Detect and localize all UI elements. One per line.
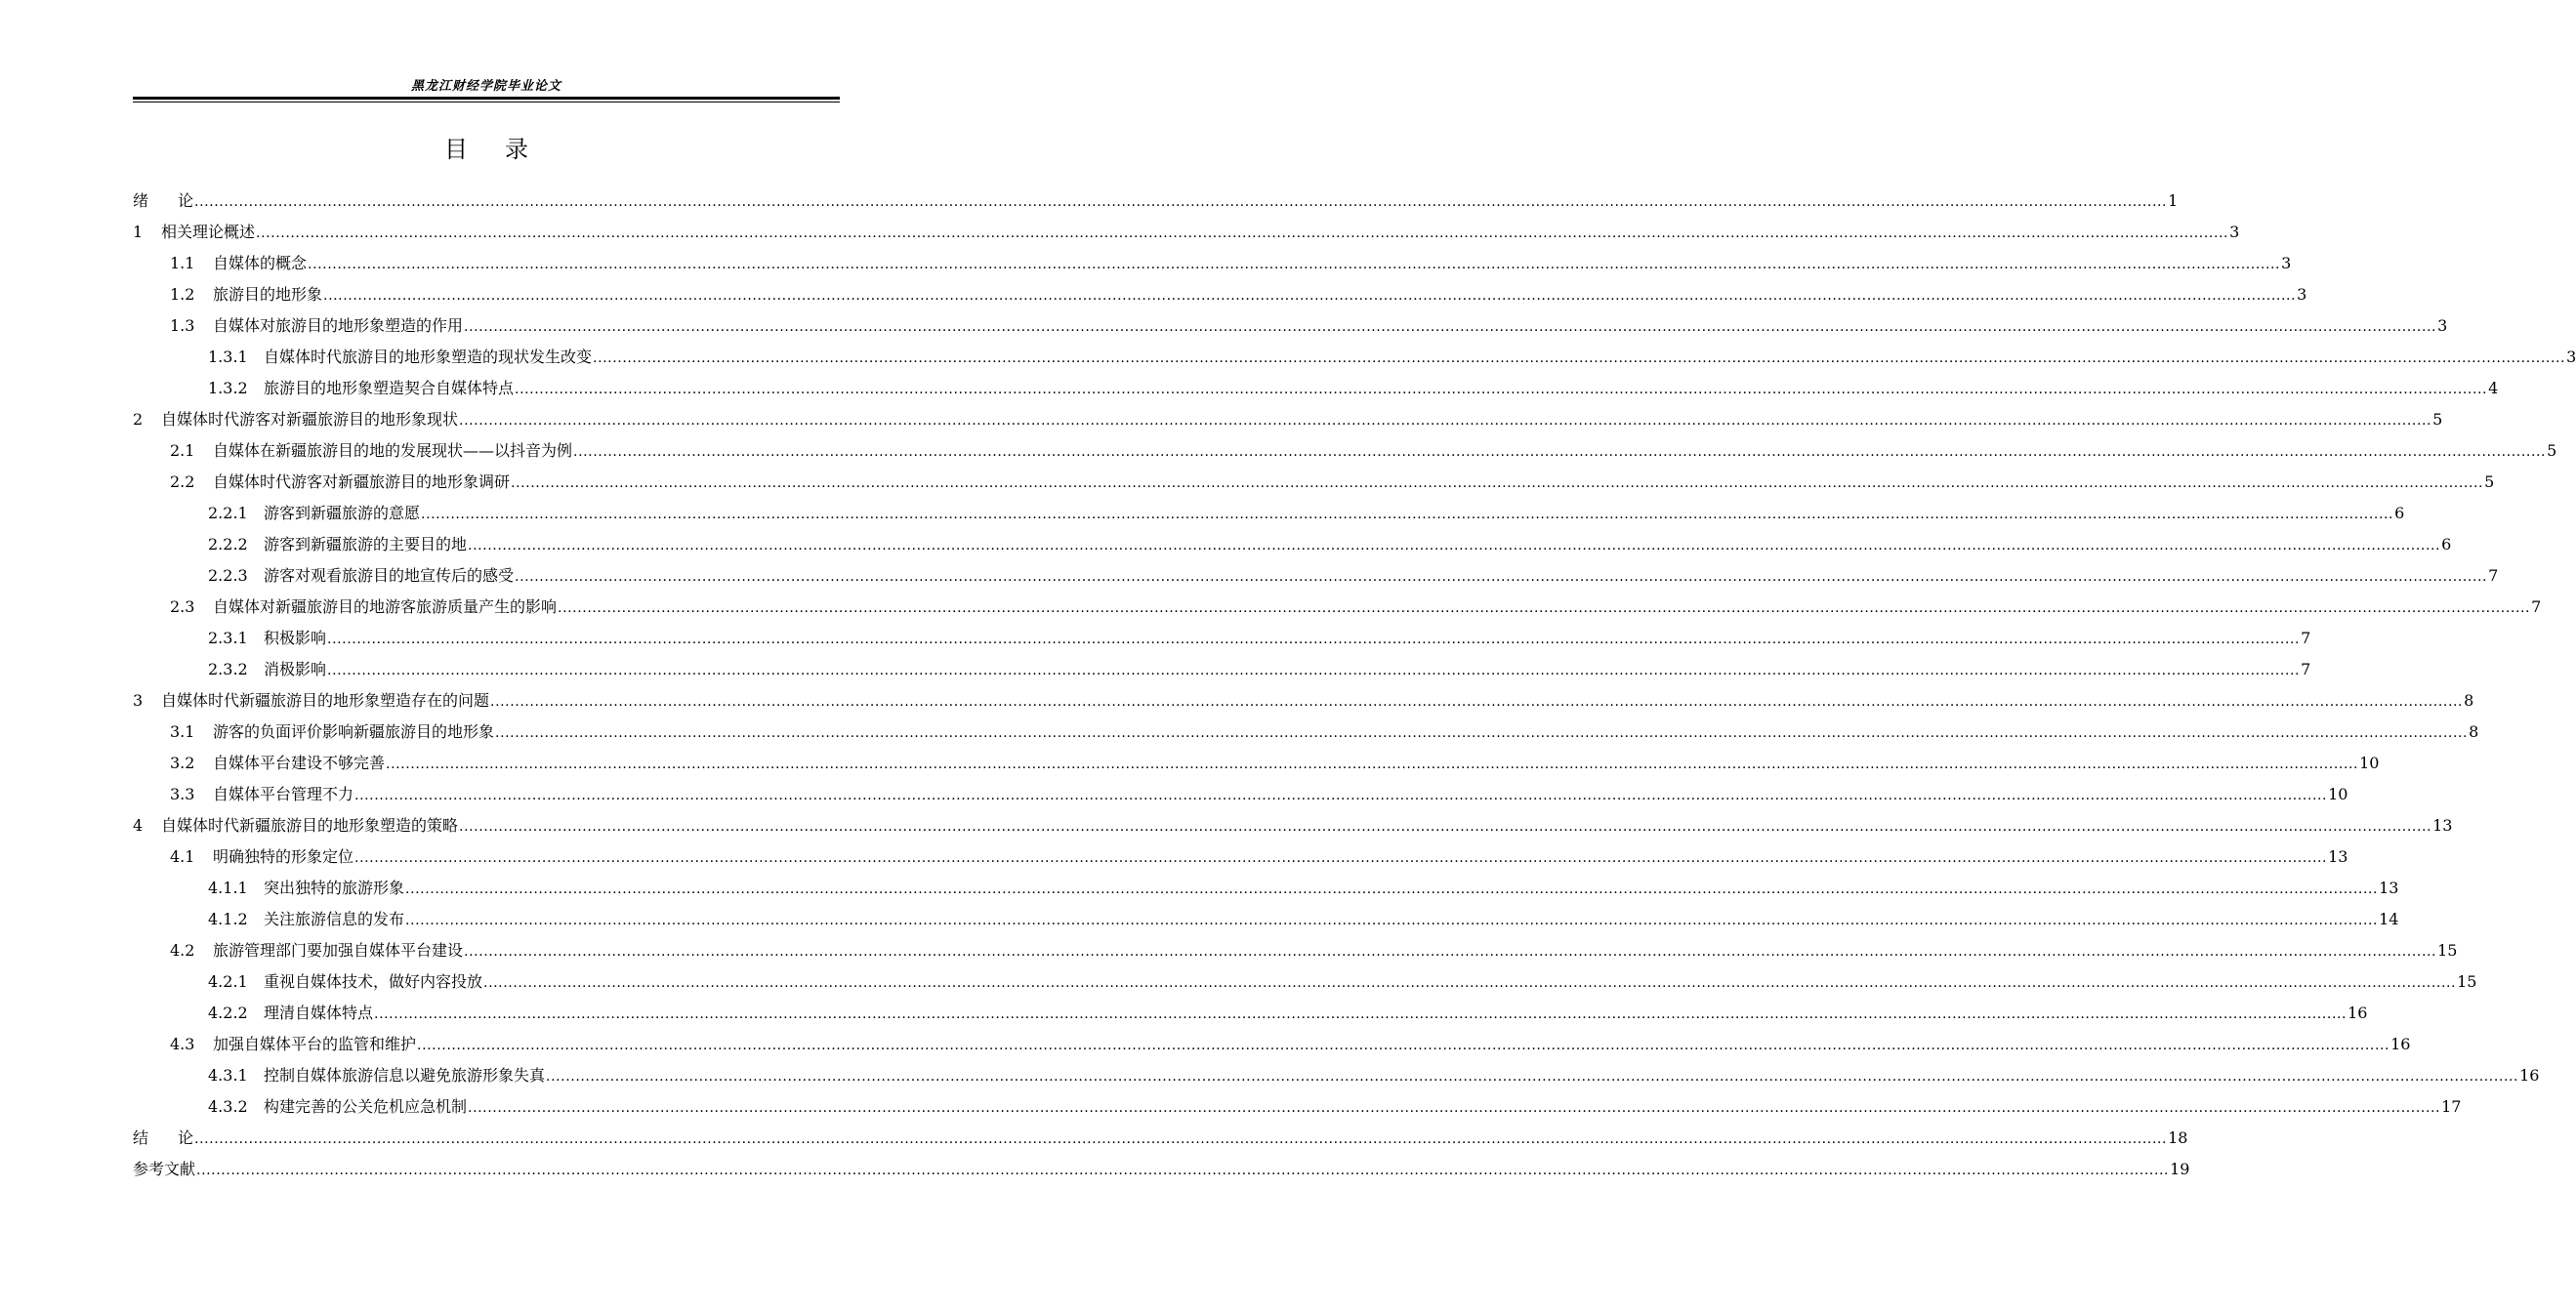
toc-entry-number: 1.3.2 <box>208 379 248 397</box>
toc-entry[interactable] <box>133 404 2443 435</box>
toc-entry-number: 4.1.2 <box>208 910 248 928</box>
toc-entry-page: 6 <box>2441 535 2452 554</box>
toc-entry-page: 16 <box>2390 1035 2411 1053</box>
toc-entry-page: 10 <box>2328 785 2348 803</box>
toc-entry-label: 自媒体时代新疆旅游目的地形象塑造的策略 <box>161 816 459 835</box>
toc-entry-label: 理清自媒体特点 <box>264 1004 374 1022</box>
toc-entry-label: 自媒体平台管理不力 <box>213 785 354 803</box>
toc-entry[interactable] <box>133 592 2542 623</box>
toc-entry-number: 2.2.2 <box>208 535 248 554</box>
toc-entry[interactable] <box>133 310 2448 342</box>
toc-entry-label: 旅游目的地形象塑造契合自媒体特点 <box>264 379 515 397</box>
toc-dot-leader: ................................................................................................................................................................................................................................................................................................................................................................................................................ <box>354 788 2328 803</box>
toc-dot-leader: ................................................................................................................................................................................................................................................................................................................................................................................................................ <box>194 1131 2168 1147</box>
toc-entry-page: 3 <box>2437 316 2448 335</box>
toc-entry-label: 游客的负面评价影响新疆旅游目的地形象 <box>213 722 495 741</box>
toc-entry-number: 2.3 <box>170 597 195 616</box>
toc-entry-page: 4 <box>2488 379 2499 397</box>
toc-entry[interactable] <box>133 1029 2411 1060</box>
toc-title: 目录 <box>444 136 565 163</box>
toc-entry-number: 2.3.2 <box>208 660 248 678</box>
header-rule-thick <box>133 97 840 100</box>
toc-entry-number: 4.3.1 <box>208 1066 248 1085</box>
toc-dot-leader: ................................................................................................................................................................................................................................................................................................................................................................................................................ <box>558 600 2531 616</box>
toc-dot-leader: ................................................................................................................................................................................................................................................................................................................................................................................................................ <box>468 538 2441 554</box>
toc-entry-number: 4.3 <box>170 1035 195 1053</box>
toc-entry-label: 重视自媒体技术，做好内容投放 <box>264 972 483 991</box>
toc-entry-page: 3 <box>2281 254 2292 272</box>
toc-entry-label: 自媒体时代旅游目的地形象塑造的现状发生改变 <box>264 348 593 366</box>
toc-entry-page: 19 <box>2170 1160 2190 1178</box>
toc-entry-number: 4.3.2 <box>208 1097 248 1116</box>
toc-dot-leader: ................................................................................................................................................................................................................................................................................................................................................................................................................ <box>405 913 2379 928</box>
toc-entry-label: 参考文献 <box>133 1160 196 1178</box>
toc-entry-label: 自媒体时代游客对新疆旅游目的地形象调研 <box>213 472 511 491</box>
toc-entry-label: 游客到新疆旅游的意愿 <box>264 504 421 522</box>
toc-entry[interactable] <box>133 185 2179 217</box>
toc-entry-number: 3.2 <box>170 754 195 772</box>
toc-entry-label: 自媒体对新疆旅游目的地游客旅游质量产生的影响 <box>213 597 558 616</box>
toc-entry-page: 5 <box>2547 441 2557 460</box>
toc-entry-page: 3 <box>2566 348 2576 366</box>
toc-entry-number: 2 <box>133 410 144 429</box>
toc-entry-page: 7 <box>2301 629 2311 647</box>
toc-dot-leader: ................................................................................................................................................................................................................................................................................................................................................................................................................ <box>194 194 2168 210</box>
toc-entry-page: 16 <box>2519 1066 2540 1085</box>
toc-entry-number: 4.1 <box>170 847 195 866</box>
toc-entry-number: 1.1 <box>170 254 195 272</box>
toc-entry-page: 16 <box>2347 1004 2368 1022</box>
toc-entry-number: 1.3 <box>170 316 195 335</box>
toc-entry-page: 3 <box>2229 223 2240 241</box>
toc-dot-leader: ................................................................................................................................................................................................................................................................................................................................................................................................................ <box>308 257 2281 272</box>
toc-entry-page: 14 <box>2379 910 2399 928</box>
toc-dot-leader: ................................................................................................................................................................................................................................................................................................................................................................................................................ <box>374 1006 2347 1022</box>
toc-dot-leader: ................................................................................................................................................................................................................................................................................................................................................................................................................ <box>417 1038 2390 1053</box>
toc-dot-leader: ................................................................................................................................................................................................................................................................................................................................................................................................................ <box>256 226 2229 241</box>
toc-entry-label: 相关理论概述 <box>161 223 256 241</box>
toc-entry-label: 旅游管理部门要加强自媒体平台建设 <box>213 941 464 960</box>
toc-entry-number: 3 <box>133 691 144 710</box>
toc-entry-page: 6 <box>2394 504 2405 522</box>
toc-entry[interactable] <box>133 279 2307 310</box>
toc-entry-number: 3.1 <box>170 722 195 741</box>
toc-entry-number: 3.3 <box>170 785 195 803</box>
toc-dot-leader: ................................................................................................................................................................................................................................................................................................................................................................................................................ <box>490 694 2464 710</box>
toc-entry-page: 1 <box>2168 191 2179 210</box>
page-header: 黑龙江财经学院毕业论文 <box>410 79 561 94</box>
toc-entry-number: 2.1 <box>170 441 195 460</box>
toc-entry-number: 2.3.1 <box>208 629 248 647</box>
toc-entry-page: 5 <box>2432 410 2443 429</box>
toc-entry-label: 构建完善的公关危机应急机制 <box>264 1097 468 1116</box>
toc-entry[interactable] <box>133 810 2453 841</box>
toc-entry[interactable] <box>133 654 2311 685</box>
toc-entry-page: 8 <box>2469 722 2479 741</box>
toc-entry-label: 自媒体对旅游目的地形象塑造的作用 <box>213 316 464 335</box>
toc-entry-label: 绪论 <box>133 191 224 210</box>
toc-entry-page: 7 <box>2488 566 2499 585</box>
toc-entry-label: 自媒体的概念 <box>213 254 308 272</box>
toc-entry[interactable] <box>133 435 2557 467</box>
toc-entry[interactable] <box>133 623 2311 654</box>
toc-entry-number: 2.2 <box>170 472 195 491</box>
toc-entry[interactable] <box>133 717 2479 748</box>
toc-entry-number: 1.2 <box>170 285 195 304</box>
toc-entry-page: 15 <box>2457 972 2477 991</box>
toc-entry-page: 15 <box>2437 941 2458 960</box>
toc-entry[interactable] <box>133 966 2477 998</box>
toc-entry-label: 关注旅游信息的发布 <box>264 910 405 928</box>
toc-entry-number: 4.2.2 <box>208 1004 248 1022</box>
toc-entry[interactable] <box>133 841 2348 873</box>
toc-entry[interactable] <box>133 873 2399 904</box>
toc-dot-leader: ................................................................................................................................................................................................................................................................................................................................................................................................................ <box>511 475 2484 491</box>
toc-entry-label: 游客对观看旅游目的地宣传后的感受 <box>264 566 515 585</box>
toc-entry-label: 结论 <box>133 1128 224 1147</box>
toc-dot-leader: ................................................................................................................................................................................................................................................................................................................................................................................................................ <box>593 350 2566 366</box>
toc-dot-leader: ................................................................................................................................................................................................................................................................................................................................................................................................................ <box>323 288 2297 304</box>
toc-entry[interactable] <box>133 529 2452 560</box>
toc-entry-label: 加强自媒体平台的监管和维护 <box>213 1035 417 1053</box>
toc-entry[interactable] <box>133 217 2240 248</box>
toc-entry-number: 1 <box>133 223 144 241</box>
toc-entry[interactable] <box>133 560 2499 592</box>
toc-entry[interactable] <box>133 1123 2188 1154</box>
toc-entry-page: 7 <box>2301 660 2311 678</box>
toc-entry-label: 控制自媒体旅游信息以避免旅游形象失真 <box>264 1066 546 1085</box>
table-of-contents <box>133 185 2576 1185</box>
toc-entry-label: 游客到新疆旅游的主要目的地 <box>264 535 468 554</box>
toc-entry-number: 4.2.1 <box>208 972 248 991</box>
toc-entry-number: 4.2 <box>170 941 195 960</box>
toc-entry-label: 突出独特的旅游形象 <box>264 879 405 897</box>
toc-entry-number: 4.1.1 <box>208 879 248 897</box>
toc-entry-page: 18 <box>2168 1128 2188 1147</box>
toc-entry-number: 4 <box>133 816 144 835</box>
toc-dot-leader: ................................................................................................................................................................................................................................................................................................................................................................................................................ <box>515 569 2488 585</box>
toc-entry[interactable] <box>133 779 2348 810</box>
toc-dot-leader: ................................................................................................................................................................................................................................................................................................................................................................................................................ <box>327 632 2301 647</box>
toc-entry-page: 13 <box>2379 879 2399 897</box>
toc-entry[interactable] <box>133 1091 2462 1123</box>
toc-entry-number: 2.2.3 <box>208 566 248 585</box>
toc-entry-page: 5 <box>2484 472 2495 491</box>
toc-dot-leader: ................................................................................................................................................................................................................................................................................................................................................................................................................ <box>468 1100 2441 1116</box>
toc-dot-leader: ................................................................................................................................................................................................................................................................................................................................................................................................................ <box>546 1069 2519 1085</box>
toc-dot-leader: ................................................................................................................................................................................................................................................................................................................................................................................................................ <box>459 819 2432 835</box>
toc-entry[interactable] <box>133 1154 2190 1185</box>
toc-entry[interactable] <box>133 748 2380 779</box>
toc-entry[interactable] <box>133 248 2292 279</box>
toc-entry-number: 1.3.1 <box>208 348 248 366</box>
toc-entry[interactable] <box>133 904 2399 935</box>
toc-dot-leader: ................................................................................................................................................................................................................................................................................................................................................................................................................ <box>405 882 2379 897</box>
toc-dot-leader: ................................................................................................................................................................................................................................................................................................................................................................................................................ <box>483 975 2457 991</box>
toc-entry-page: 7 <box>2531 597 2542 616</box>
toc-entry-label: 明确独特的形象定位 <box>213 847 354 866</box>
toc-dot-leader: ................................................................................................................................................................................................................................................................................................................................................................................................................ <box>327 663 2301 678</box>
toc-dot-leader: ................................................................................................................................................................................................................................................................................................................................................................................................................ <box>421 507 2394 522</box>
toc-entry[interactable] <box>133 935 2458 966</box>
toc-entry-number: 2.2.1 <box>208 504 248 522</box>
toc-entry-page: 10 <box>2359 754 2380 772</box>
toc-dot-leader: ................................................................................................................................................................................................................................................................................................................................................................................................................ <box>464 319 2437 335</box>
toc-entry-page: 13 <box>2432 816 2453 835</box>
toc-entry[interactable] <box>133 467 2495 498</box>
toc-entry-label: 自媒体时代游客对新疆旅游目的地形象现状 <box>161 410 459 429</box>
toc-dot-leader: ................................................................................................................................................................................................................................................................................................................................................................................................................ <box>573 444 2547 460</box>
toc-entry[interactable] <box>133 998 2368 1029</box>
toc-entry[interactable] <box>133 685 2474 717</box>
toc-dot-leader: ................................................................................................................................................................................................................................................................................................................................................................................................................ <box>464 944 2437 960</box>
toc-entry-page: 17 <box>2441 1097 2462 1116</box>
toc-entry-label: 消极影响 <box>264 660 327 678</box>
toc-dot-leader: ................................................................................................................................................................................................................................................................................................................................................................................................................ <box>459 413 2432 429</box>
toc-dot-leader: ................................................................................................................................................................................................................................................................................................................................................................................................................ <box>354 850 2328 866</box>
toc-entry-label: 自媒体在新疆旅游目的地的发展现状——以抖音为例 <box>213 441 573 460</box>
toc-entry-page: 8 <box>2464 691 2474 710</box>
toc-entry-label: 自媒体平台建设不够完善 <box>213 754 386 772</box>
toc-entry-label: 旅游目的地形象 <box>213 285 323 304</box>
toc-entry-page: 3 <box>2297 285 2307 304</box>
toc-entry-label: 积极影响 <box>264 629 327 647</box>
toc-dot-leader: ................................................................................................................................................................................................................................................................................................................................................................................................................ <box>495 725 2469 741</box>
toc-entry-page: 13 <box>2328 847 2348 866</box>
toc-entry[interactable] <box>133 498 2405 529</box>
toc-dot-leader: ................................................................................................................................................................................................................................................................................................................................................................................................................ <box>196 1163 2170 1178</box>
toc-dot-leader: ................................................................................................................................................................................................................................................................................................................................................................................................................ <box>386 757 2359 772</box>
toc-entry[interactable] <box>133 373 2499 404</box>
toc-entry-label: 自媒体时代新疆旅游目的地形象塑造存在的问题 <box>161 691 490 710</box>
toc-entry[interactable] <box>133 342 2576 373</box>
toc-entry[interactable] <box>133 1060 2540 1091</box>
toc-dot-leader: ................................................................................................................................................................................................................................................................................................................................................................................................................ <box>515 382 2488 397</box>
